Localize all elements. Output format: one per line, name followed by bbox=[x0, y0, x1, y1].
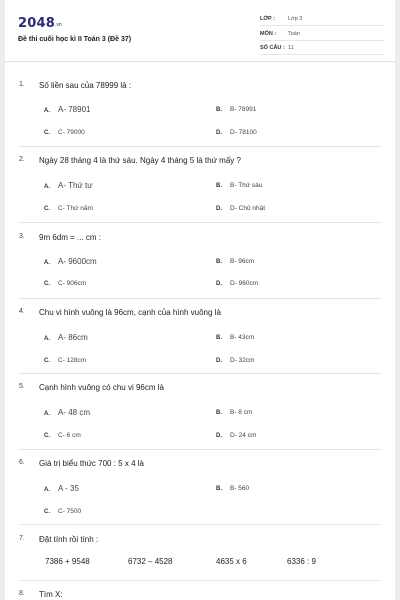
question-divider bbox=[19, 222, 381, 223]
option-letter: B. bbox=[216, 107, 222, 113]
option-text: A - 35 bbox=[58, 484, 79, 493]
option-d[interactable] bbox=[216, 432, 256, 439]
option-text: C- 128cm bbox=[58, 357, 87, 364]
option-letter: C. bbox=[44, 509, 50, 515]
calc-item: 7386 + 9548 bbox=[45, 557, 90, 566]
exam-paper bbox=[5, 0, 395, 600]
option-letter: B. bbox=[216, 486, 222, 492]
option-letter: B. bbox=[216, 183, 222, 189]
option-b[interactable] bbox=[216, 334, 254, 341]
meta-subject-row bbox=[260, 31, 385, 41]
option-d[interactable] bbox=[216, 280, 258, 287]
meta-subject-label: MÔN : bbox=[260, 31, 277, 37]
option-letter: B. bbox=[216, 259, 222, 265]
meta-class-label: LỚP : bbox=[260, 16, 275, 22]
question-text: Chu vi hình vuông là 96cm, cạnh của hình vuông là bbox=[39, 308, 221, 317]
option-text: D- 960cm bbox=[230, 280, 259, 287]
option-letter: C. bbox=[44, 281, 50, 287]
question-divider bbox=[19, 449, 381, 450]
site-logo-suffix: .vn bbox=[55, 22, 62, 28]
option-c[interactable] bbox=[44, 205, 93, 212]
option-text: A- 48 cm bbox=[58, 408, 91, 417]
question-text: Số liền sau của 78999 là : bbox=[39, 81, 132, 90]
option-a[interactable] bbox=[44, 333, 88, 342]
option-letter: A. bbox=[44, 260, 50, 266]
option-letter: D. bbox=[216, 358, 222, 364]
option-b[interactable] bbox=[216, 409, 252, 416]
option-text: B- 43cm bbox=[230, 334, 255, 341]
option-text: B- 8 cm bbox=[230, 409, 253, 416]
option-letter: A. bbox=[44, 487, 50, 493]
option-a[interactable] bbox=[44, 408, 90, 417]
option-b[interactable] bbox=[216, 485, 249, 492]
option-b[interactable] bbox=[216, 106, 256, 113]
exam-title: Đề thi cuối học kì II Toán 3 (Đề 37) bbox=[18, 36, 132, 43]
calc-item: 4635 x 6 bbox=[216, 557, 247, 566]
option-letter: D. bbox=[216, 281, 222, 287]
meta-count-row bbox=[260, 45, 385, 55]
question-text: Đặt tính rồi tính : bbox=[39, 535, 99, 544]
question-text: Cạnh hình vuông có chu vi 96cm là bbox=[39, 383, 164, 392]
option-text: A- Thứ tư bbox=[58, 181, 93, 190]
option-b[interactable] bbox=[216, 182, 262, 189]
option-text: C- 6 cm bbox=[58, 432, 81, 439]
meta-subject-value: Toán bbox=[288, 31, 300, 37]
option-b[interactable] bbox=[216, 258, 254, 265]
option-letter: C. bbox=[44, 130, 50, 136]
option-text: B- Thứ sáu bbox=[230, 182, 263, 189]
option-text: C- 7500 bbox=[58, 508, 82, 515]
option-a[interactable] bbox=[44, 105, 90, 114]
option-letter: B. bbox=[216, 410, 222, 416]
meta-count-value: 11 bbox=[288, 45, 294, 51]
question-number: 3. bbox=[19, 233, 25, 240]
option-letter: C. bbox=[44, 206, 50, 212]
question-text: Giá trị biểu thức 700 : 5 x 4 là bbox=[39, 459, 144, 468]
option-text: C- 906cm bbox=[58, 280, 87, 287]
meta-count-label: SỐ CÂU : bbox=[260, 45, 285, 51]
option-text: B- 560 bbox=[230, 485, 250, 492]
question-text: Tìm X: bbox=[39, 590, 63, 599]
option-letter: D. bbox=[216, 206, 222, 212]
option-letter: A. bbox=[44, 411, 50, 417]
site-logo[interactable]: 2048 bbox=[18, 16, 55, 31]
option-text: D- 32cm bbox=[230, 357, 255, 364]
option-c[interactable] bbox=[44, 280, 86, 287]
option-text: C- 79000 bbox=[58, 129, 85, 136]
option-letter: C. bbox=[44, 433, 50, 439]
option-d[interactable] bbox=[216, 129, 257, 136]
question-divider bbox=[19, 146, 381, 147]
option-text: B- 96cm bbox=[230, 258, 255, 265]
option-letter: A. bbox=[44, 184, 50, 190]
option-text: A- 78901 bbox=[58, 105, 91, 114]
question-number: 7. bbox=[19, 535, 25, 542]
option-text: D- 24 cm bbox=[230, 432, 257, 439]
option-text: A- 86cm bbox=[58, 333, 88, 342]
question-number: 4. bbox=[19, 308, 25, 315]
option-text: C- Thứ năm bbox=[58, 205, 93, 212]
question-number: 2. bbox=[19, 156, 25, 163]
meta-class-value: Lớp 3 bbox=[288, 16, 303, 22]
option-letter: D. bbox=[216, 130, 222, 136]
option-c[interactable] bbox=[44, 508, 81, 515]
meta-class-row bbox=[260, 16, 385, 26]
question-divider bbox=[19, 298, 381, 299]
exam-header bbox=[5, 0, 395, 62]
option-letter: A. bbox=[44, 336, 50, 342]
option-d[interactable] bbox=[216, 205, 265, 212]
option-d[interactable] bbox=[216, 357, 255, 364]
question-divider bbox=[19, 373, 381, 374]
question-number: 8. bbox=[19, 590, 25, 597]
question-divider bbox=[19, 524, 381, 525]
calc-item: 6336 : 9 bbox=[287, 557, 316, 566]
option-c[interactable] bbox=[44, 129, 85, 136]
option-letter: B. bbox=[216, 335, 222, 341]
question-number: 1. bbox=[19, 81, 25, 88]
question-text: 9m 6dm = ... cm : bbox=[39, 233, 102, 242]
option-a[interactable] bbox=[44, 181, 93, 190]
calc-item: 6732 – 4528 bbox=[128, 557, 173, 566]
question-number: 5. bbox=[19, 383, 25, 390]
option-text: A- 9600cm bbox=[58, 257, 97, 266]
option-c[interactable] bbox=[44, 432, 81, 439]
option-a[interactable] bbox=[44, 484, 79, 493]
option-letter: A. bbox=[44, 108, 50, 114]
option-letter: C. bbox=[44, 358, 50, 364]
option-text: D- 78100 bbox=[230, 129, 257, 136]
option-a[interactable] bbox=[44, 257, 97, 266]
option-text: B- 78991 bbox=[230, 106, 257, 113]
option-letter: D. bbox=[216, 433, 222, 439]
question-divider bbox=[19, 580, 381, 581]
option-c[interactable] bbox=[44, 357, 86, 364]
question-number: 6. bbox=[19, 459, 25, 466]
question-text: Ngày 28 tháng 4 là thứ sáu. Ngày 4 tháng 5 là thứ mấy ? bbox=[39, 156, 241, 165]
option-text: D- Chủ nhật bbox=[230, 205, 266, 212]
